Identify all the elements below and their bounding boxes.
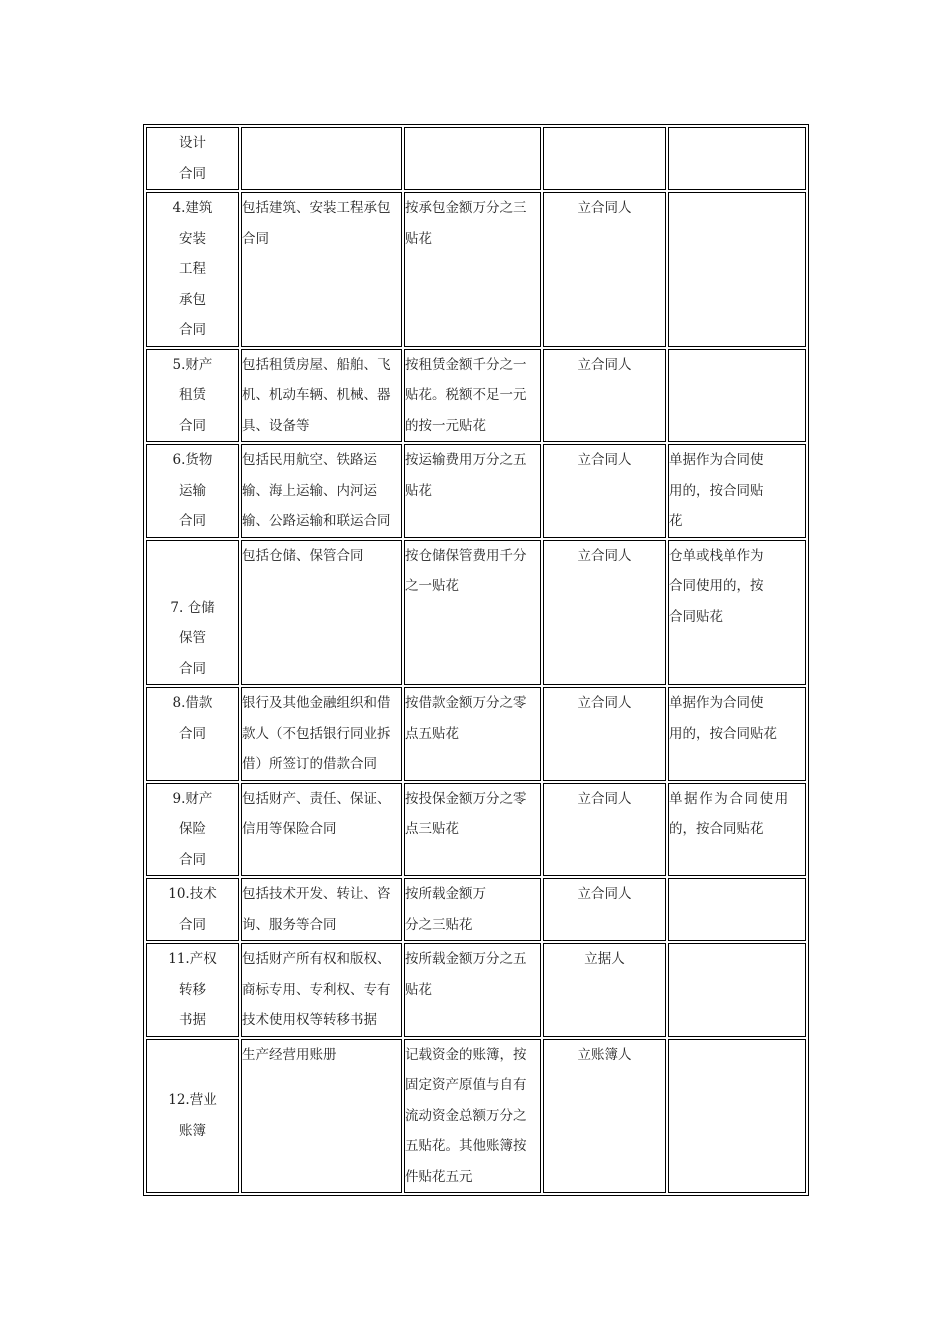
payer-cell: 立账簿人 <box>543 1039 666 1194</box>
item-cell: 9.财产 保险 合同 <box>146 783 239 877</box>
item-cell: 8.借款 合同 <box>146 687 239 781</box>
item-cell: 12.营业 账簿 <box>146 1039 239 1194</box>
stamp-duty-table <box>143 124 809 1196</box>
rate-cell: 按租赁金额千分之一 贴花。税额不足一元 的按一元贴花 <box>404 349 541 443</box>
item-cell: 10.技术 合同 <box>146 878 239 941</box>
item-cell: 11.产权 转移 书据 <box>146 943 239 1037</box>
rate-cell <box>404 127 541 190</box>
scope-cell: 生产经营用账册 <box>241 1039 402 1194</box>
note-cell: 单据作为合同使 用的，按合同贴 花 <box>668 444 806 538</box>
note-cell: 单据作为合同使 用的，按合同贴花 <box>668 687 806 781</box>
payer-cell: 立合同人 <box>543 349 666 443</box>
payer-cell: 立合同人 <box>543 878 666 941</box>
scope-cell: 包括技术开发、转让、咨 询、服务等合同 <box>241 878 402 941</box>
scope-cell: 包括财产、责任、保证、 信用等保险合同 <box>241 783 402 877</box>
rate-cell: 按仓储保管费用千分 之一贴花 <box>404 540 541 686</box>
scope-cell: 包括财产所有权和版权、 商标专用、专利权、专有 技术使用权等转移书据 <box>241 943 402 1037</box>
payer-cell: 立合同人 <box>543 444 666 538</box>
note-cell: 单据作为合同使用 的，按合同贴花 <box>668 783 806 877</box>
payer-cell <box>543 127 666 190</box>
table-row <box>146 687 806 781</box>
note-cell <box>668 127 806 190</box>
item-cell: 4.建筑 安装 工程 承包 合同 <box>146 192 239 347</box>
rate-cell: 按所载金额万分之五 贴花 <box>404 943 541 1037</box>
note-cell <box>668 878 806 941</box>
rate-cell: 记载资金的账簿，按 固定资产原值与自有 流动资金总额万分之 五贴花。其他账簿按 件贴花五元 <box>404 1039 541 1194</box>
table-row <box>146 127 806 190</box>
payer-cell: 立据人 <box>543 943 666 1037</box>
payer-cell: 立合同人 <box>543 687 666 781</box>
scope-cell: 包括租赁房屋、船舶、飞 机、机动车辆、机械、器 具、设备等 <box>241 349 402 443</box>
scope-cell <box>241 127 402 190</box>
table-row <box>146 444 806 538</box>
payer-cell: 立合同人 <box>543 192 666 347</box>
table-row <box>146 540 806 686</box>
scope-cell: 包括民用航空、铁路运 输、海上运输、内河运 输、公路运输和联运合同 <box>241 444 402 538</box>
item-cell: 7. 仓储 保管 合同 <box>146 540 239 686</box>
table-row <box>146 943 806 1037</box>
rate-cell: 按承包金额万分之三 贴花 <box>404 192 541 347</box>
table-row <box>146 349 806 443</box>
item-cell: 6.货物 运输 合同 <box>146 444 239 538</box>
scope-cell: 包括建筑、安装工程承包 合同 <box>241 192 402 347</box>
note-cell <box>668 943 806 1037</box>
table-row <box>146 192 806 347</box>
table-row <box>146 783 806 877</box>
note-cell <box>668 1039 806 1194</box>
rate-cell: 按所载金额万 分之三贴花 <box>404 878 541 941</box>
item-cell: 5.财产 租赁 合同 <box>146 349 239 443</box>
note-cell <box>668 192 806 347</box>
item-cell: 设计 合同 <box>146 127 239 190</box>
scope-cell: 包括仓储、保管合同 <box>241 540 402 686</box>
rate-cell: 按借款金额万分之零 点五贴花 <box>404 687 541 781</box>
scope-cell: 银行及其他金融组织和借 款人（不包括银行同业拆 借）所签订的借款合同 <box>241 687 402 781</box>
rate-cell: 按投保金额万分之零 点三贴花 <box>404 783 541 877</box>
payer-cell: 立合同人 <box>543 540 666 686</box>
table-row <box>146 878 806 941</box>
note-cell <box>668 349 806 443</box>
table-row <box>146 1039 806 1194</box>
rate-cell: 按运输费用万分之五 贴花 <box>404 444 541 538</box>
payer-cell: 立合同人 <box>543 783 666 877</box>
note-cell: 仓单或栈单作为 合同使用的，按 合同贴花 <box>668 540 806 686</box>
